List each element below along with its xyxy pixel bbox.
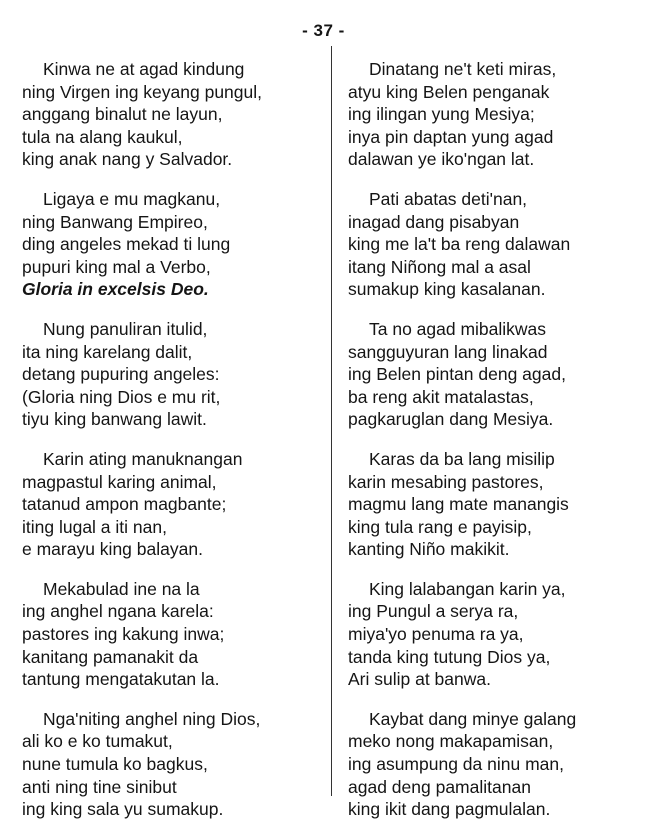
verse-line: inagad dang pisabyan (348, 211, 520, 232)
verse-line: sangguyuran lang linakad (348, 341, 548, 362)
verse-line: ba reng akit matalastas, (348, 386, 534, 407)
verse-line: Pati abatas deti'nan, (369, 188, 528, 209)
verse-line: ning Banwang Empireo, (22, 211, 208, 232)
verse-line: Nga'niting anghel ning Dios, (43, 708, 261, 729)
stanza (22, 58, 318, 171)
verse-line: karin mesabing pastores, (348, 471, 544, 492)
stanza (348, 188, 644, 301)
verse-line: ing ilingan yung Mesiya; (348, 104, 535, 125)
verse-line: tiyu king banwang lawit. (22, 409, 207, 430)
verse-line: sumakup king kasalanan. (348, 279, 546, 300)
verse-line: kanting Niño makikit. (348, 539, 510, 560)
stanza (22, 188, 318, 301)
verse-line: pagkaruglan dang Mesiya. (348, 409, 554, 430)
verse-line: Mekabulad ine na la (43, 578, 200, 599)
verse-line: pastores ing kakung inwa; (22, 624, 225, 645)
verse-line: (Gloria ning Dios e mu rit, (22, 386, 221, 407)
verse-line: king me la't ba reng dalawan (348, 234, 571, 255)
stanza (22, 318, 318, 431)
stanza (348, 578, 644, 691)
verse-line: Ligaya e mu magkanu, (43, 188, 221, 209)
stanza (348, 708, 644, 821)
verse-line: ning Virgen ing keyang pungul, (22, 81, 263, 102)
verse-line: ali ko e ko tumakut, (22, 731, 173, 752)
verse-line: ing asumpung da ninu man, (348, 754, 564, 775)
verse-line: Ta no agad mibalikwas (369, 318, 547, 339)
verse-line: ding angeles mekad ti lung (22, 234, 231, 255)
verse-line: nune tumula ko bagkus, (22, 754, 208, 775)
stanza (22, 708, 318, 821)
verse-line: Dinatang ne't keti miras, (369, 59, 557, 79)
verse-line: tantung mengatakutan la. (22, 669, 220, 690)
verse-line: anti ning tine sinibut (22, 776, 177, 797)
stanza (22, 578, 318, 691)
verse-line: tula na alang kaukul, (22, 126, 183, 147)
stanza (348, 58, 644, 171)
verse-line: ing king sala yu sumakup. (22, 799, 224, 820)
verse-line: Ari sulip at banwa. (348, 669, 491, 690)
stanza (348, 448, 644, 561)
verse-line: miya'yo penuma ra ya, (348, 624, 524, 645)
verse-line: magmu lang mate manangis (348, 494, 569, 515)
left-column (22, 58, 318, 838)
verse-line: magpastul karing animal, (22, 471, 217, 492)
verse-line-emphasized: Gloria in excelsis Deo. (22, 279, 209, 300)
page-number: - 37 - (302, 21, 345, 40)
verse-line: king anak nang y Salvador. (22, 149, 233, 170)
verse-line: itang Niñong mal a asal (348, 256, 531, 277)
stanza (348, 318, 644, 431)
verse-line: dalawan ye iko'ngan lat. (348, 149, 535, 170)
verse-line: Kinwa ne at agad kindung (43, 59, 245, 79)
verse-line: tatanud ampon magbante; (22, 494, 227, 515)
verse-line: detang pupuring angeles: (22, 364, 220, 385)
verse-line: tanda king tutung Dios ya, (348, 646, 551, 667)
verse-line: Karas da ba lang misilip (369, 448, 555, 469)
verse-line: Kaybat dang minye galang (369, 708, 577, 729)
verse-line: agad deng pamalitanan (348, 776, 531, 797)
verse-line: kanitang pamanakit da (22, 646, 199, 667)
verse-line: King lalabangan karin ya, (369, 578, 566, 599)
verse-line: meko nong makapamisan, (348, 731, 554, 752)
verse-line: ing Pungul a serya ra, (348, 601, 519, 622)
verse-line: e marayu king balayan. (22, 539, 203, 560)
verse-line: king ikit dang pagmulalan. (348, 799, 551, 820)
right-column (348, 58, 644, 838)
verse-line: pupuri king mal a Verbo, (22, 256, 211, 277)
verse-line: inya pin daptan yung agad (348, 126, 554, 147)
verse-line: Karin ating manuknangan (43, 448, 243, 469)
stanza (22, 448, 318, 561)
verse-line: iting lugal a iti nan, (22, 516, 167, 537)
verse-line: anggang binalut ne layun, (22, 104, 223, 125)
verse-line: king tula rang e payisip, (348, 516, 532, 537)
verse-line: ita ning karelang dalit, (22, 341, 193, 362)
verse-line: atyu king Belen penganak (348, 81, 550, 102)
verse-line: Nung panuliran itulid, (43, 318, 208, 339)
verse-line: ing Belen pintan deng agad, (348, 364, 566, 385)
column-divider (331, 46, 332, 796)
verse-line: ing anghel ngana karela: (22, 601, 214, 622)
